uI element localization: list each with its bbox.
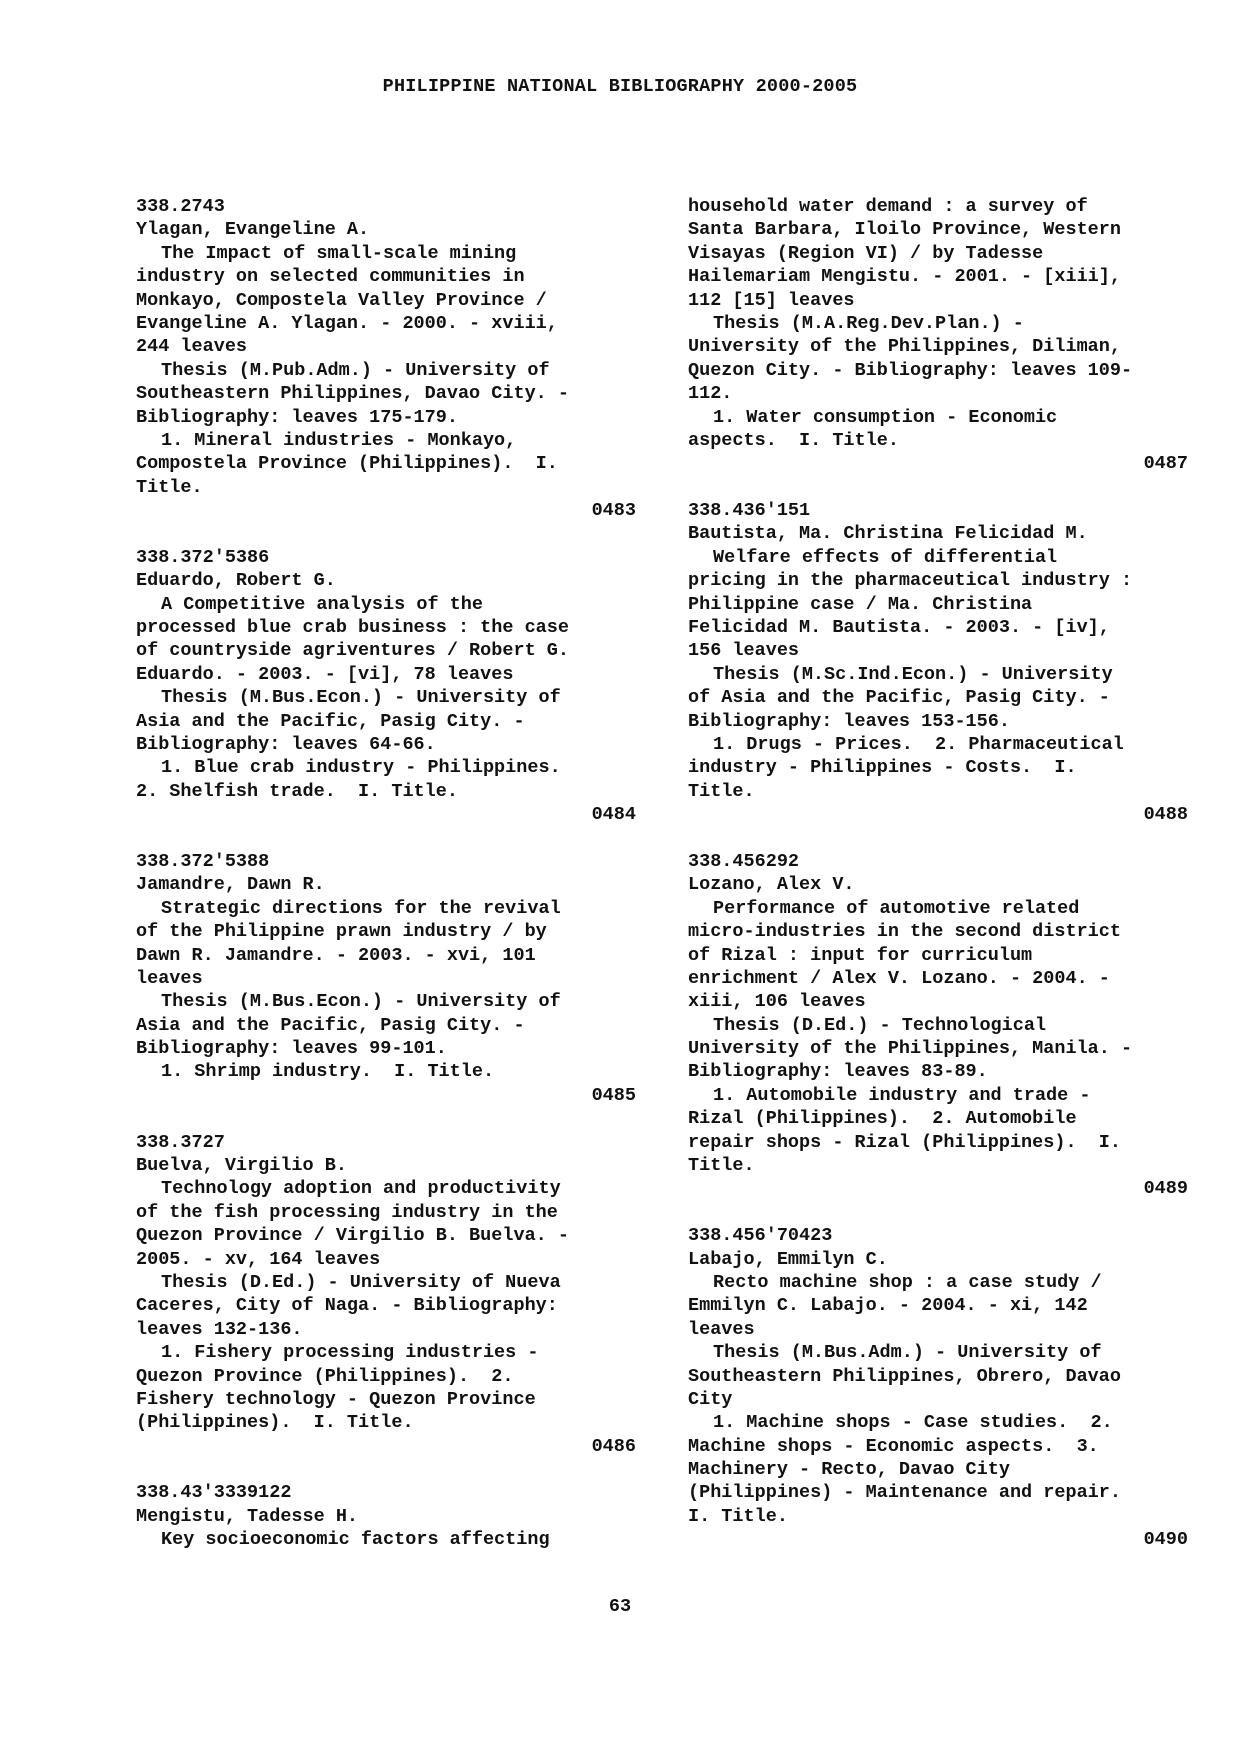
entry-line: Thesis (M.A.Reg.Dev.Plan.) - (713, 312, 1024, 334)
entry-line: 338.372'5386 (136, 546, 270, 568)
entry-line: Title. (688, 1155, 755, 1177)
entry-line: I. Title. (688, 1505, 788, 1527)
entry-line: Machine shops - Economic aspects. 3. (688, 1435, 1099, 1457)
page-number: 63 (608, 1596, 632, 1617)
entry-line: University of the Philippines, Manila. - (688, 1038, 1133, 1060)
entry-line: Quezon Province / Virgilio B. Buelva. - (136, 1225, 569, 1247)
entry-line: 112. (688, 383, 733, 405)
entry-line: 2. Shelfish trade. I. Title. (136, 780, 458, 802)
entry-line: Felicidad M. Bautista. - 2003. - [iv], (688, 617, 1110, 639)
entry-spacer (136, 827, 636, 850)
entry-line: micro-industries in the second district (688, 921, 1121, 943)
entry-line: 1. Fishery processing industries - (161, 1342, 539, 1364)
entry-line: (Philippines) - Maintenance and repair. (688, 1482, 1121, 1504)
entry-line: Visayas (Region VI) / by Tadesse (688, 242, 1044, 264)
entry-line: 1. Drugs - Prices. 2. Pharmaceutical (713, 733, 1124, 755)
entry-line: industry on selected communities in (136, 266, 525, 288)
entry-line: (Philippines). I. Title. (136, 1412, 414, 1434)
entry-number: 0489 (1143, 1178, 1188, 1200)
entry-line: Bibliography: leaves 64-66. (136, 733, 436, 755)
entry-line: Rizal (Philippines). 2. Automobile (688, 1108, 1077, 1130)
entry-line: Thesis (D.Ed.) - University of Nueva (161, 1271, 561, 1293)
entry-line: Key socioeconomic factors affecting (161, 1529, 550, 1551)
entry-line: The Impact of small-scale mining (161, 242, 517, 264)
entry-line: Thesis (M.Sc.Ind.Econ.) - University (713, 663, 1113, 685)
entry-line: Dawn R. Jamandre. - 2003. - xvi, 101 (136, 944, 536, 966)
entry-line: Jamandre, Dawn R. (136, 874, 325, 896)
entry-line: Evangeline A. Ylagan. - 2000. - xviii, (136, 312, 558, 334)
entry-line: Bibliography: leaves 175-179. (136, 406, 458, 428)
entry-line: xiii, 106 leaves (688, 991, 866, 1013)
entry-line: 338.372'5388 (136, 850, 270, 872)
entry-line: Mengistu, Tadesse H. (136, 1505, 359, 1527)
entry-line: Ylagan, Evangeline A. (136, 219, 370, 241)
entry-line: 338.456292 (688, 850, 800, 872)
entry-line: 112 [15] leaves (688, 289, 855, 311)
entry-line: Southeastern Philippines, Obrero, Davao (688, 1365, 1121, 1387)
entry-line: Lozano, Alex V. (688, 874, 855, 896)
entry-line: A Competitive analysis of the (161, 593, 483, 615)
entry-line: 338.43'3339122 (136, 1482, 292, 1504)
entry-line: Eduardo. - 2003. - [vi], 78 leaves (136, 663, 514, 685)
entry-line: Asia and the Pacific, Pasig City. - (136, 1014, 525, 1036)
entry-line: Quezon Province (Philippines). 2. (136, 1365, 514, 1387)
entry-number: 0485 (591, 1084, 636, 1106)
entry-line: Bibliography: leaves 99-101. (136, 1038, 447, 1060)
entry-line: 1. Shrimp industry. I. Title. (161, 1061, 495, 1083)
entry-line: Southeastern Philippines, Davao City. - (136, 383, 569, 405)
entry-line: processed blue crab business : the case (136, 617, 569, 639)
entry-line: 156 leaves (688, 640, 800, 662)
entry-line: of the Philippine prawn industry / by (136, 921, 547, 943)
entry-line: 244 leaves (136, 336, 248, 358)
entry-line: Hailemariam Mengistu. - 2001. - [xiii], (688, 266, 1121, 288)
entry-spacer (688, 1201, 1188, 1224)
entry-line: Labajo, Emmilyn C. (688, 1248, 888, 1270)
left-column (136, 195, 636, 1552)
entry-line: Thesis (D.Ed.) - Technological (713, 1014, 1047, 1036)
entry-line: of countryside agriventures / Robert G. (136, 640, 569, 662)
entry-line: 338.456'70423 (688, 1225, 833, 1247)
entry-line: 1. Blue crab industry - Philippines. (161, 757, 561, 779)
entry-line: 1. Mineral industries - Monkayo, (161, 429, 517, 451)
entry-line: 1. Machine shops - Case studies. 2. (713, 1412, 1113, 1434)
entry-line: Quezon City. - Bibliography: leaves 109- (688, 359, 1133, 381)
entry-line: Eduardo, Robert G. (136, 570, 336, 592)
entry-spacer (136, 1458, 636, 1481)
entry-line: of the fish processing industry in the (136, 1201, 558, 1223)
entry-line: aspects. I. Title. (688, 429, 899, 451)
running-head: PHILIPPINE NATIONAL BIBLIOGRAPHY 2000-2005 (382, 76, 858, 97)
entry-line: 1. Automobile industry and trade - (713, 1084, 1091, 1106)
entry-line: leaves 132-136. (136, 1318, 303, 1340)
entry-spacer (688, 827, 1188, 850)
entry-line: Santa Barbara, Iloilo Province, Western (688, 219, 1121, 241)
entry-number: 0488 (1143, 804, 1188, 826)
entry-line: Compostela Province (Philippines). I. (136, 453, 558, 475)
entry-line: Thesis (M.Bus.Adm.) - University of (713, 1342, 1102, 1364)
entry-line: leaves (688, 1318, 755, 1340)
entry-line: Title. (688, 780, 755, 802)
entry-line: enrichment / Alex V. Lozano. - 2004. - (688, 967, 1110, 989)
right-column (688, 195, 1188, 1552)
entry-line: Bibliography: leaves 153-156. (688, 710, 1010, 732)
entry-line: Caceres, City of Naga. - Bibliography: (136, 1295, 558, 1317)
entry-line: Thesis (M.Bus.Econ.) - University of (161, 991, 561, 1013)
entry-line: Recto machine shop : a case study / (713, 1271, 1102, 1293)
entry-line: leaves (136, 967, 203, 989)
entry-number: 0486 (591, 1435, 636, 1457)
entry-line: Machinery - Recto, Davao City (688, 1459, 1010, 1481)
entry-line: Bautista, Ma. Christina Felicidad M. (688, 523, 1088, 545)
entry-line: 2005. - xv, 164 leaves (136, 1248, 381, 1270)
entry-line: Emmilyn C. Labajo. - 2004. - xi, 142 (688, 1295, 1088, 1317)
entry-line: Thesis (M.Bus.Econ.) - University of (161, 687, 561, 709)
entry-line: Fishery technology - Quezon Province (136, 1388, 536, 1410)
entry-spacer (136, 522, 636, 545)
entry-line: household water demand : a survey of (688, 196, 1088, 217)
entry-line: industry - Philippines - Costs. I. (688, 757, 1077, 779)
entry-line: Welfare effects of differential (713, 546, 1058, 568)
entry-line: of Rizal : input for curriculum (688, 944, 1033, 966)
entry-spacer (688, 476, 1188, 499)
entry-line: repair shops - Rizal (Philippines). I. (688, 1131, 1121, 1153)
entry-line: Performance of automotive related (713, 897, 1080, 919)
entry-number: 0484 (591, 804, 636, 826)
entry-line: 338.436'151 (688, 500, 811, 522)
entry-line: University of the Philippines, Diliman, (688, 336, 1121, 358)
entry-line: City (688, 1388, 733, 1410)
entry-line: Monkayo, Compostela Valley Province / (136, 289, 547, 311)
entry-line: 1. Water consumption - Economic (713, 406, 1058, 428)
entry-line: Technology adoption and productivity (161, 1178, 561, 1200)
entry-line: of Asia and the Pacific, Pasig City. - (688, 687, 1110, 709)
entry-line: 338.3727 (136, 1131, 225, 1153)
entry-line: 338.2743 (136, 196, 225, 217)
entry-line: Buelva, Virgilio B. (136, 1155, 347, 1177)
entry-line: Thesis (M.Pub.Adm.) - University of (161, 359, 550, 381)
entry-line: Title. (136, 476, 203, 498)
entry-number: 0490 (1143, 1529, 1188, 1551)
entry-number: 0487 (1143, 453, 1188, 475)
entry-number: 0483 (591, 500, 636, 522)
entry-line: Philippine case / Ma. Christina (688, 593, 1033, 615)
entry-line: pricing in the pharmaceutical industry : (688, 570, 1133, 592)
entry-line: Asia and the Pacific, Pasig City. - (136, 710, 525, 732)
entry-line: Bibliography: leaves 83-89. (688, 1061, 988, 1083)
entry-line: Strategic directions for the revival (161, 897, 561, 919)
entry-spacer (136, 1107, 636, 1130)
